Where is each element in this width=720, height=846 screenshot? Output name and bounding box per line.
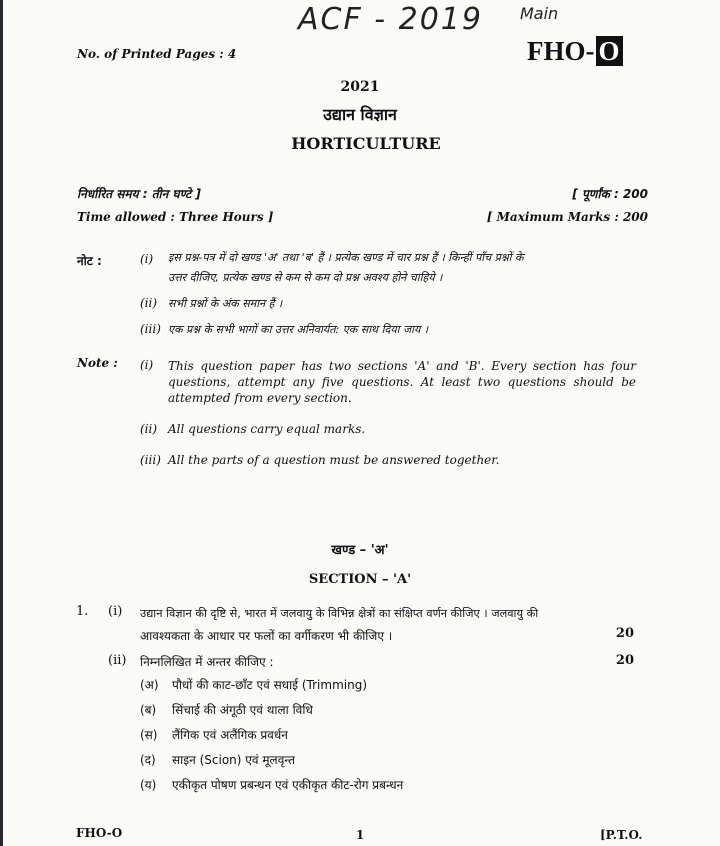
note-english-item-1 [168, 358, 636, 406]
note-hindi-item-3: एक प्रश्न के सभी भागों का उत्तर अनिवार्यत: एक साथ दिया जाय । [168, 323, 429, 336]
list-item-text: सिंचाई की अंगूठी एवं थाला विधि [172, 703, 313, 717]
note-hindi-item-1-line1: इस प्रश्न-पत्र में दो खण्ड 'अ' तथा 'ब' हैं । प्रत्येक खण्ड में चार प्रश्न हैं । किन्हीं पाँच प्रश्नों के [168, 251, 524, 264]
list-item [140, 751, 403, 776]
note-hindi-num-2: (ii) [140, 296, 158, 310]
handwritten-mains: Main [520, 4, 559, 23]
list-item-label: (अ) [140, 678, 159, 692]
list-item [140, 776, 403, 801]
question-1-part1-line1: उद्यान विज्ञान की दृष्टि से, भारत में जलवायु के विभिन्न क्षेत्रों का संक्षिप्त वर्णन कीजिए । जलवायु की [140, 607, 539, 620]
note-hindi-item-1 [168, 250, 638, 286]
list-item-text: लैंगिक एवं अलैंगिक प्रवर्धन [172, 728, 288, 742]
note-english-num-1: (i) [140, 358, 154, 372]
list-item-text: साइन (Scion) एवं मूलवृन्त [172, 753, 295, 767]
list-item-label: (द) [140, 753, 156, 767]
note-hindi-num-1: (i) [140, 252, 154, 266]
list-item-label: (स) [140, 728, 158, 742]
list-item [140, 676, 403, 701]
page-edge-shadow [0, 0, 3, 846]
question-1-number: 1. [76, 604, 89, 619]
time-hindi: निर्धारित समय : तीन घण्टे ] [77, 187, 201, 201]
subitems-list [140, 676, 403, 801]
footer-code: FHO-O [76, 826, 123, 840]
page-number: 1 [355, 828, 365, 842]
note-english-item-2: All questions carry equal marks. [168, 422, 366, 436]
time-english: Time allowed : Three Hours ] [77, 210, 274, 224]
question-1-part1 [140, 603, 640, 647]
footer-pto: [P.T.O. [600, 828, 643, 842]
paper-code-prefix: FHO- [527, 36, 595, 66]
section-hindi: खण्ड – 'अ' [331, 543, 389, 558]
list-item-label: (य) [140, 778, 157, 792]
note-english-item-1-line3: attempted from every section. [168, 391, 352, 405]
marks-hindi: [ पूर्णांक : 200 [572, 187, 648, 201]
section-english: SECTION – 'A' [308, 572, 412, 587]
list-item-label: (ब) [140, 703, 157, 717]
list-item-text: एकीकृत पोषण प्रबन्धन एवं एकीकृत कीट-रोग प्रबन्धन [172, 778, 404, 792]
question-1-part2-marks: 20 [615, 653, 634, 668]
list-item [140, 726, 403, 751]
list-item [140, 701, 403, 726]
note-hindi-label: नोट : [77, 254, 102, 268]
printed-pages: No. of Printed Pages : 4 [77, 47, 237, 61]
note-english-label: Note : [77, 356, 118, 370]
note-english-item-3: All the parts of a question must be answered together. [168, 453, 500, 467]
note-english-item-1-line2: questions, attempt any five questions. At least two questions should be [168, 375, 636, 389]
title-english: HORTICULTURE [291, 134, 441, 153]
list-item-text: पौधों की काट-छाँट एवं सधाई (Trimming) [172, 678, 368, 692]
note-hindi-item-1-line2: उत्तर दीजिए, प्रत्येक खण्ड से कम से कम दो प्रश्न अवश्य होने चाहिये । [168, 271, 443, 284]
note-hindi-item-2: सभी प्रश्नों के अंक समान हैं । [168, 297, 283, 310]
note-english-num-2: (ii) [140, 422, 158, 436]
paper-code-suffix: O [596, 36, 623, 66]
exam-year: 2021 [340, 79, 380, 95]
title-hindi: उद्यान विज्ञान [323, 105, 397, 124]
paper-code [527, 36, 623, 67]
marks-english: [ Maximum Marks : 200 [486, 210, 648, 224]
question-1-part1-marks: 20 [615, 626, 634, 641]
question-1-part1-line2: आवश्यकता के आधार पर फलों का वर्गीकरण भी कीजिए । [140, 629, 393, 643]
question-1-part1-number: (i) [108, 604, 123, 619]
question-1-part2-prompt: निम्नलिखित में अन्तर कीजिए : [140, 655, 274, 669]
note-english-num-3: (iii) [140, 453, 161, 467]
note-hindi-num-3: (iii) [140, 322, 161, 336]
question-1-part2-number: (ii) [108, 653, 127, 668]
handwritten-code: ACF - 2019 [298, 2, 483, 37]
note-english-item-1-line1: This question paper has two sections 'A' and 'B'. Every section has four [168, 359, 636, 373]
